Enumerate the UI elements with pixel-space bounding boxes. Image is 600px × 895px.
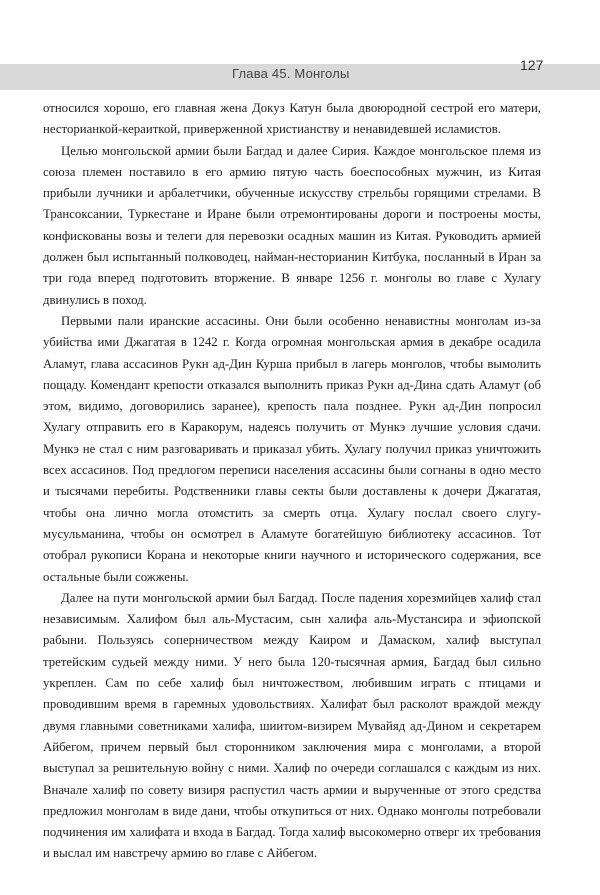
- paragraph-continued: относился хорошо, его главная жена Докуз Катун была двоюродной сестрой его матери, несторианкой-кераиткой, приверженной христианству и ненавидевшей исламистов.: [43, 101, 541, 137]
- paragraph: Целью монгольской армии были Багдад и далее Сирия. Каждое монгольское племя из союза племен поставило в его армию пятую часть боеспособных мужчин, из Китая прибыли лучники и арбалетчики, обученные искусству стрельбы горящими стрелами. В Трансоксании, Туркестане и Иране были отремонтированы дороги и построены мосты, конфискованы возы и телеги для перевозки осадных машин из Китая. Руководить армией должен был испытанный полководец, найман-несторианин Китбука, посланный в Иран за три года вперед подготовить вторжение. В январе 1256 г. монголы во главе с Хулагу двинулись в поход.: [43, 143, 541, 307]
- page-number: 127: [520, 57, 544, 73]
- running-header: [0, 0, 600, 95]
- paragraph: Далее на пути монгольской армии был Багдад. После падения хорезмийцев халиф стал независимым. Халифом был аль-Мустасим, сын халифа аль-Мустансира и эфиопской рабыни. Пользуясь соперничеством между Каиром и Дамаском, халиф выступал третейским судьей между ними. У него была 120-тысячная армия, Багдад был сильно укреплен. Сам по себе халиф был ничтожеством, любившим играть с птицами и проводившим время в гаремных удовольствиях. Халифат был расколот враждой между двумя главными советниками халифа, шиитом-визирем Мувайяд ад-Дином и секретарем Айбегом, причем первый был сторонником заключения мира с монголами, а второй выступал за решительную войну с ними. Халиф по очереди соглашался с каждым из них. Вначале халиф по совету визиря распустил часть армии и вырученные от этого средства предложил монголам в виде дани, чтобы откупиться от них. Однако монголы потребовали подчинения им халифата и входа в Багдад. Тогда халиф высокомерно отверг их требования и выслал им навстречу армию во главе с Айбегом.: [43, 590, 541, 861]
- body-text: [43, 98, 541, 865]
- chapter-title: Глава 45. Монголы: [232, 66, 350, 81]
- paragraph: Первыми пали иранские ассасины. Они были особенно ненавистны монголам из-за убийства ими Джагатая в 1242 г. Когда огромная монгольская армия в декабре осадила Аламут, глава ассасинов Рукн ад-Дин Курша прибыл в лагерь монголов, чтобы вымолить пощаду. Комендант крепости отказался выполнить приказ Рукн ад-Дина сдать Аламут (об этом, видимо, договорились заранее), крепость пала позднее. Рукн ад-Дин попросил Хулагу отправить его в Каракорум, надеясь получить от Мункэ лучшие условия сдачи. Мункэ не стал с ним разговаривать и приказал убить. Хулагу получил приказ уничтожить всех ассасинов. Под предлогом переписи населения ассасины были согнаны в одно место и тысячами перебиты. Родственники главы секты были доставлены к дочери Джагатая, чтобы она лично могла отомстить за смерть отца. Хулагу послал своего слугу-мусульманина, чтобы он осмотрел в Аламуте богатейшую библиотеку ассасинов. Тот отобрал рукописи Корана и некоторые книги научного и исторического содержания, все остальные были сожжены.: [43, 313, 541, 584]
